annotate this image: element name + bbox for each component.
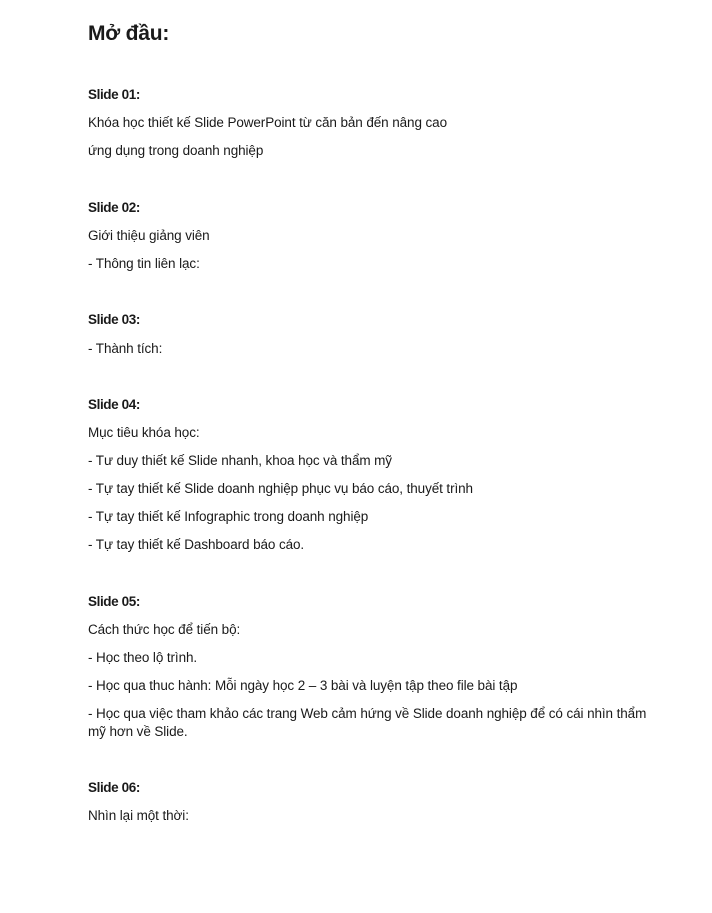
- slide-04-line-4: - Tự tay thiết kế Infographic trong doanh nghiệp: [88, 509, 369, 524]
- slide-06-heading: Slide 06:: [88, 780, 140, 795]
- slide-04-line-5: - Tự tay thiết kế Dashboard báo cáo.: [88, 537, 305, 552]
- slide-03-line-1: - Thành tích:: [88, 341, 163, 356]
- slide-05-line-2: - Học theo lộ trình.: [88, 650, 198, 665]
- slide-01-line-1: Khóa học thiết kế Slide PowerPoint từ căn bản đến nâng cao: [88, 115, 447, 130]
- slide-03-heading: Slide 03:: [88, 312, 140, 327]
- slide-05-line-4: - Học qua việc tham khảo các trang Web cảm hứng về Slide doanh nghiệp để có cái nhìn thẩm mỹ hơn về Slide.: [88, 706, 647, 739]
- slide-04-line-3: - Tự tay thiết kế Slide doanh nghiệp phục vụ báo cáo, thuyết trình: [88, 481, 473, 496]
- slide-04-heading: Slide 04:: [88, 397, 140, 412]
- slide-05-heading: Slide 05:: [88, 594, 140, 609]
- slide-01-line-2: ứng dụng trong doanh nghiệp: [88, 143, 264, 158]
- slide-02-line-2: - Thông tin liên lạc:: [88, 256, 200, 271]
- slide-06-line-1: Nhìn lại một thời:: [88, 808, 189, 823]
- document-title: Mở đầu:: [88, 22, 170, 45]
- slide-05-line-1: Cách thức học để tiến bộ:: [88, 622, 241, 637]
- slide-02-heading: Slide 02:: [88, 200, 140, 215]
- slide-04-line-2: - Tư duy thiết kế Slide nhanh, khoa học và thẩm mỹ: [88, 453, 392, 468]
- slide-05-line-3: - Học qua thuc hành: Mỗi ngày học 2 – 3 bài và luyện tập theo file bài tập: [88, 678, 518, 693]
- slide-02-line-1: Giới thiệu giảng viên: [88, 228, 210, 243]
- slide-01-heading: Slide 01:: [88, 87, 140, 102]
- slide-04-line-1: Mục tiêu khóa học:: [88, 425, 200, 440]
